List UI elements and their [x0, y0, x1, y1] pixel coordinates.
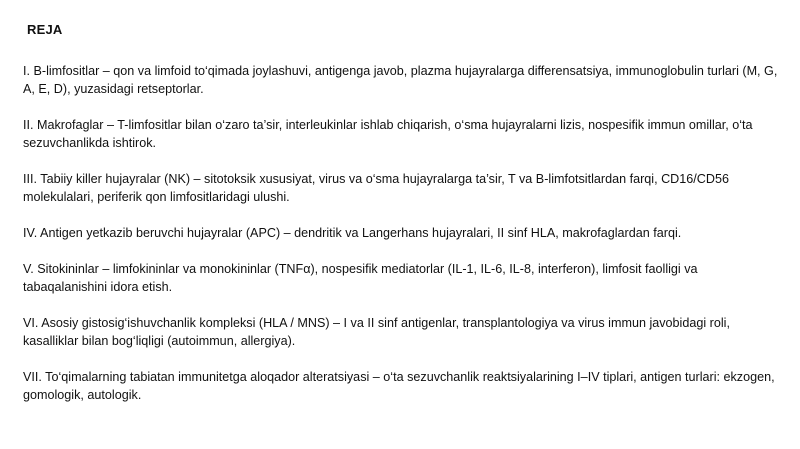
- agenda-item-2: II. Makrofaglar – T-limfositlar bilan o‘zaro ta’sir, interleukinlar ishlab chiqarish, o‘sma hujayralarni lizis, nospesifik immun omillar, o‘ta sezuvchanlikda ishtirok.: [23, 118, 753, 150]
- agenda-list: [23, 62, 783, 422]
- agenda-item-6: VI. Asosiy gistosig‘ishuvchanlik kompleksi (HLA / MNS) – I va II sinf antigenlar, transplantologiya va virus immun javobidagi roli, kasalliklar bilan bog‘liqligi (autoimmun, allergiya).: [23, 316, 730, 348]
- slide-title: REJA: [27, 22, 63, 37]
- agenda-item-1: I. B-limfositlar – qon va limfoid to‘qimada joylashuvi, antigenga javob, plazma hujayralarga differensatsiya, immunoglobulin turlari (M, G, A, E, D), yuzasidagi retseptorlar.: [23, 64, 778, 96]
- agenda-item-3: III. Tabiiy killer hujayralar (NK) – sitotoksik xususiyat, virus va o‘sma hujayralarga ta’sir, T va B-limfotsitlardan farqi, CD16/CD56 molekulalari, periferik qon limfositlaridagi ulushi.: [23, 172, 729, 204]
- agenda-item-5: V. Sitokininlar – limfokininlar va monokininlar (TNFα), nospesifik mediatorlar (IL-1, IL-6, IL-8, interferon), limfosit faolligi va tabaqalanishini idora etish.: [23, 262, 698, 294]
- agenda-item-7: VII. To‘qimalarning tabiatan immunitetga aloqador alteratsiyasi – o‘ta sezuvchanlik reaktsiyalarining I–IV tiplari, antigen turlari: ekzogen, gomologik, autologik.: [23, 370, 775, 402]
- agenda-item-4: IV. Antigen yetkazib beruvchi hujayralar (APC) – dendritik va Langerhans hujayralari, II sinf HLA, makrofaglardan farqi.: [23, 226, 682, 240]
